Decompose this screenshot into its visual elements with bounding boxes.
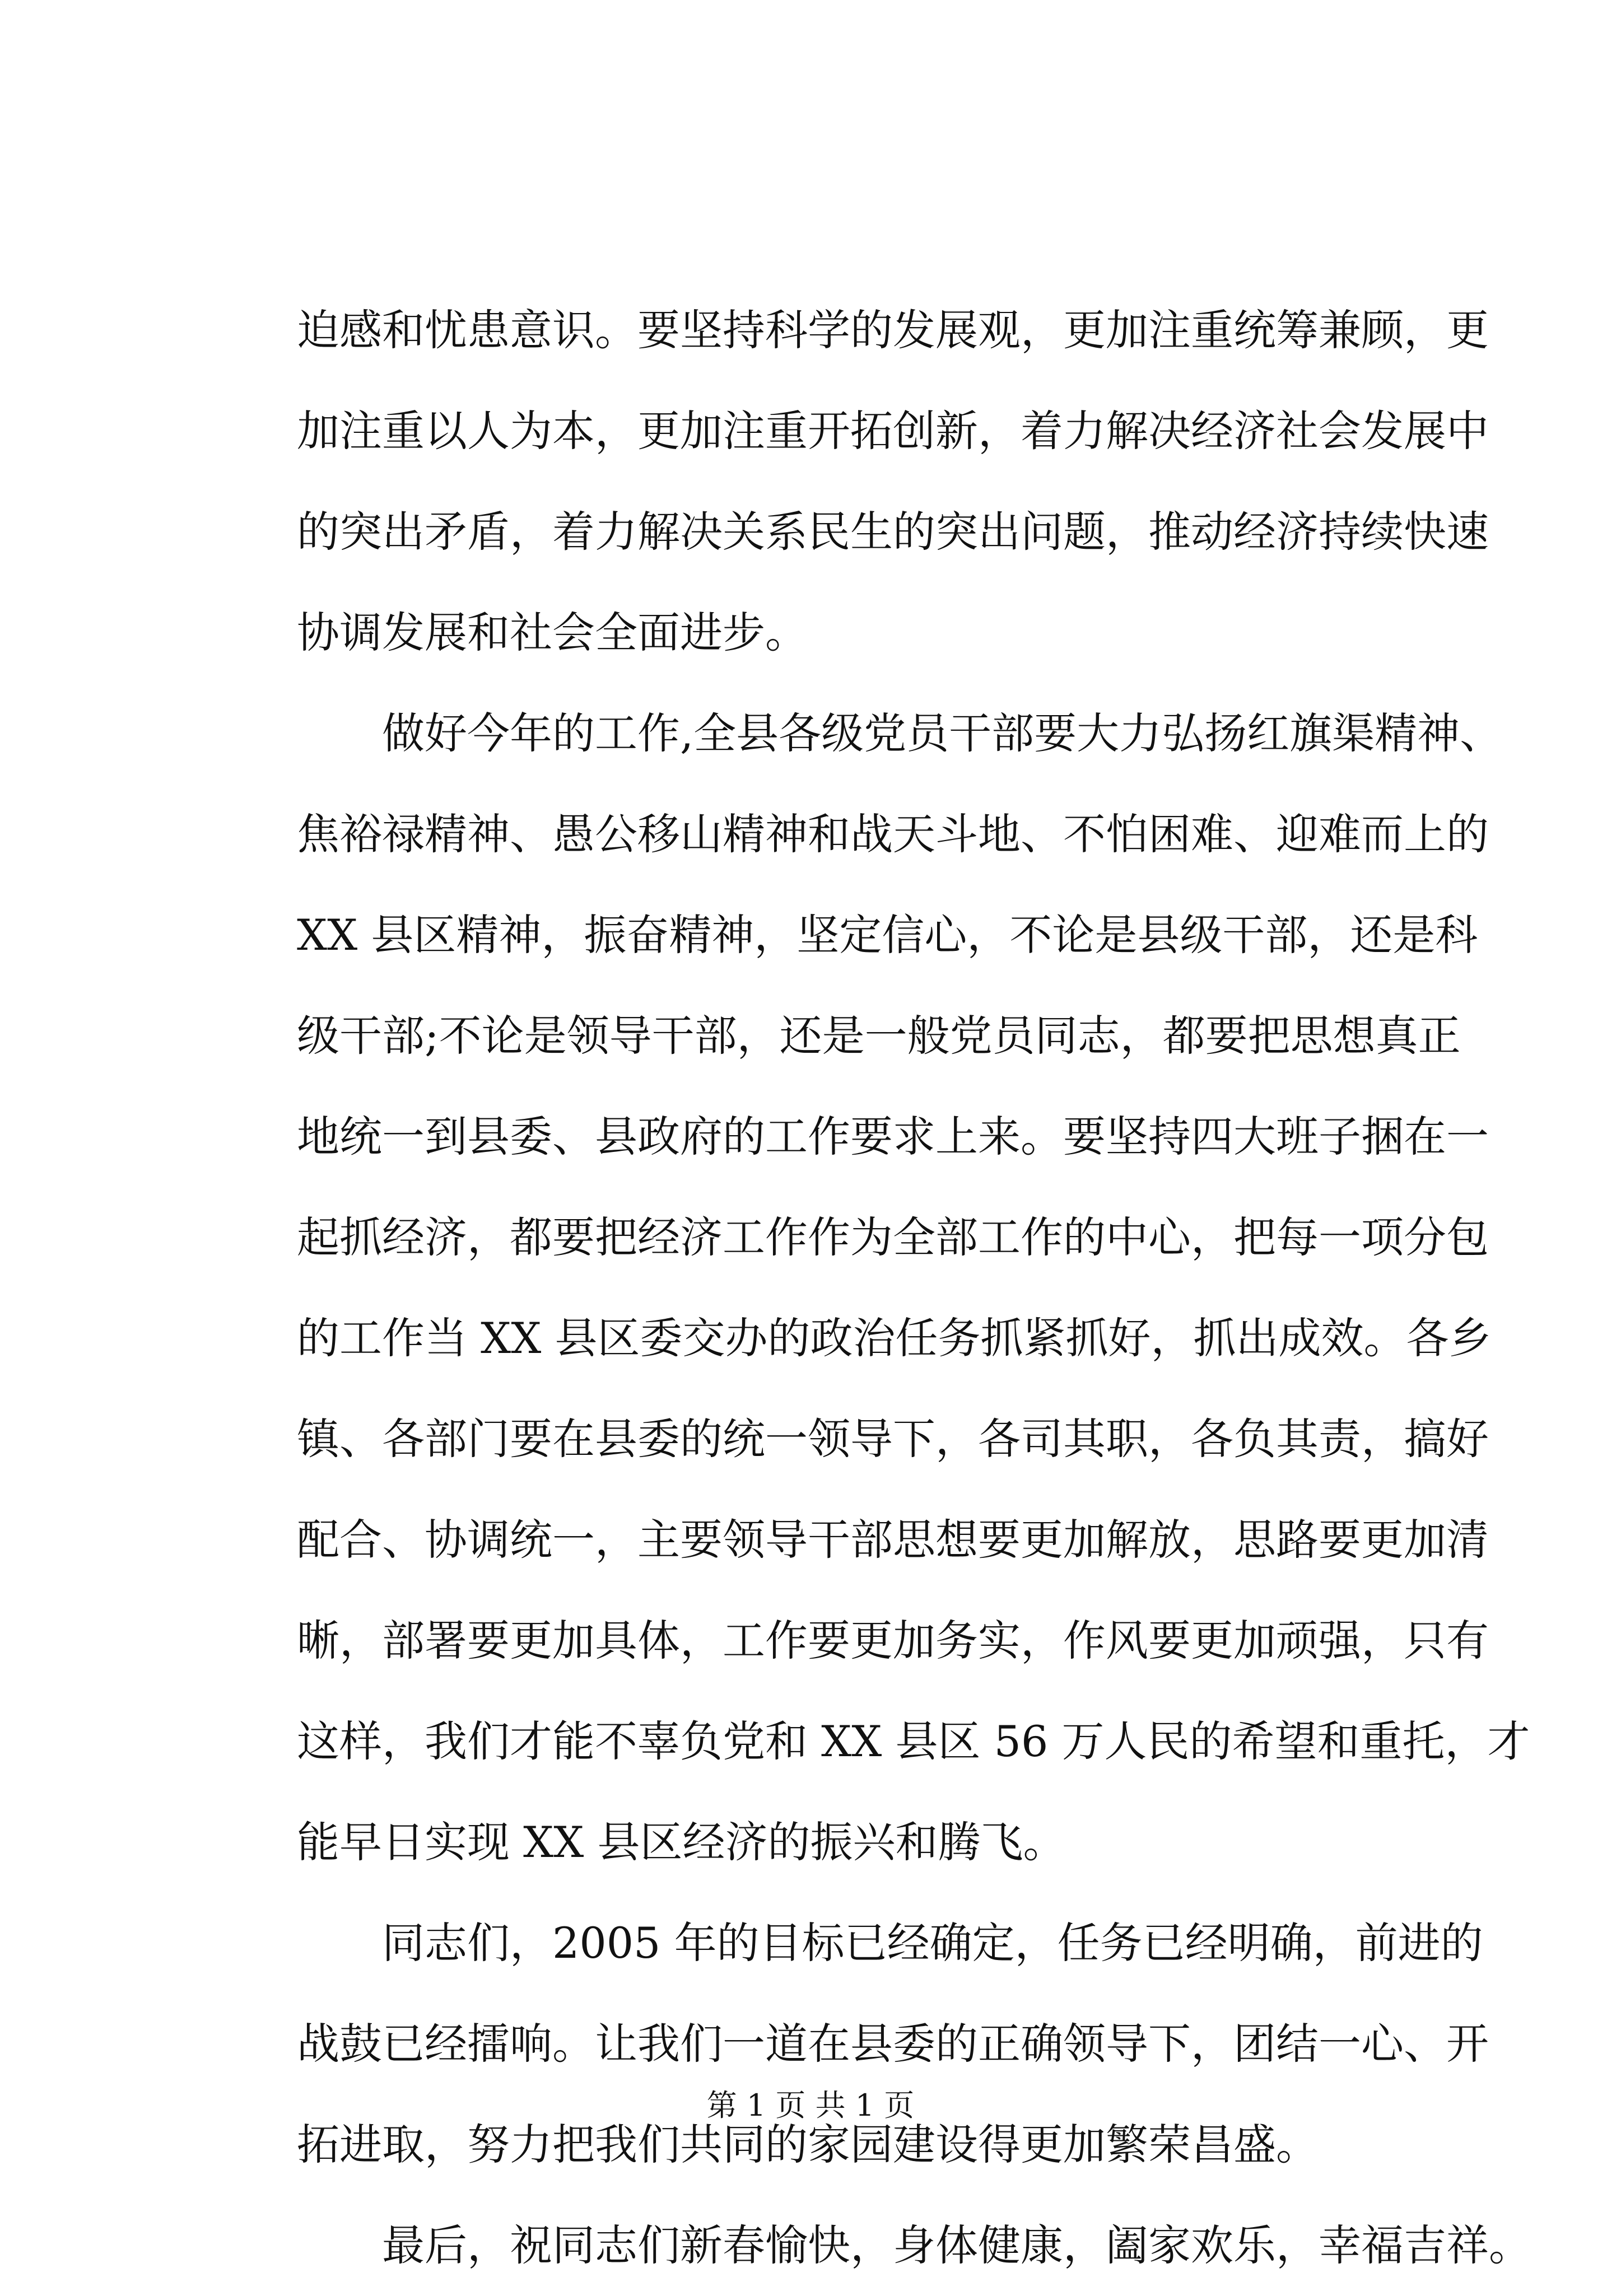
paragraph — [297, 683, 1530, 1893]
text-line: 能早日实现 XX 县区经济的振兴和腾飞。 — [297, 1817, 1066, 1867]
text-line: 加注重以人为本，更加注重开拓创新，着力解决经济社会发展中 — [297, 406, 1489, 456]
page-footer — [0, 2083, 1621, 2128]
text-line: 级干部;不论是领导干部，还是一般党员同志，都要把思想真正 — [297, 1011, 1461, 1061]
text-line: XX 县区精神，振奋精神，坚定信心，不论是县级干部，还是科 — [297, 910, 1478, 960]
text-line: 迫感和忧患意识。要坚持科学的发展观，更加注重统筹兼顾，更 — [297, 305, 1489, 355]
text-line: 镇、各部门要在县委的统一领导下，各司其职，各负其责，搞好 — [297, 1414, 1489, 1464]
text-line: 同志们，2005 年的目标已经确定，任务已经明确，前进的 — [382, 1918, 1483, 1968]
text-line: 的突出矛盾，着力解决关系民生的突出问题，推动经济持续快速 — [297, 507, 1489, 557]
text-line: 晰，部署要更加具体，工作要更加务实，作风要更加顽强，只有 — [297, 1616, 1489, 1665]
text-line: 战鼓已经擂响。让我们一道在县委的正确领导下，团结一心、开 — [297, 2019, 1489, 2069]
paragraph — [297, 2195, 1531, 2296]
text-line: 配合、协调统一，主要领导干部思想要更加解放，思路要更加清 — [297, 1515, 1489, 1565]
text-line: 的工作当 XX 县区委交办的政治任务抓紧抓好，抓出成效。各乡 — [297, 1313, 1492, 1363]
text-line: 最后，祝同志们新春愉快，身体健康，阖家欢乐，幸福吉祥。 — [382, 2220, 1531, 2270]
text-line: 起抓经济，都要把经济工作作为全部工作的中心，把每一项分包 — [297, 1212, 1489, 1262]
text-line: 拓进取，努力把我们共同的家园建设得更加繁荣昌盛。 — [297, 2120, 1319, 2169]
page-number: 第 1 页 共 1 页 — [706, 2088, 915, 2123]
text-line: 协调发展和社会全面进步。 — [297, 608, 808, 657]
paragraph — [297, 280, 1489, 683]
text-line: 做好今年的工作,全县各级党员干部要大力弘扬红旗渠精神、 — [382, 708, 1503, 758]
text-line: 焦裕禄精神、愚公移山精神和战天斗地、不怕困难、迎难而上的 — [297, 809, 1489, 859]
document-body — [297, 280, 1531, 2296]
paragraph — [297, 1893, 1489, 2195]
text-line: 这样，我们才能不辜负党和 XX 县区 56 万人民的希望和重托，才 — [297, 1716, 1530, 1766]
text-line: 地统一到县委、县政府的工作要求上来。要坚持四大班子捆在一 — [297, 1112, 1489, 1161]
